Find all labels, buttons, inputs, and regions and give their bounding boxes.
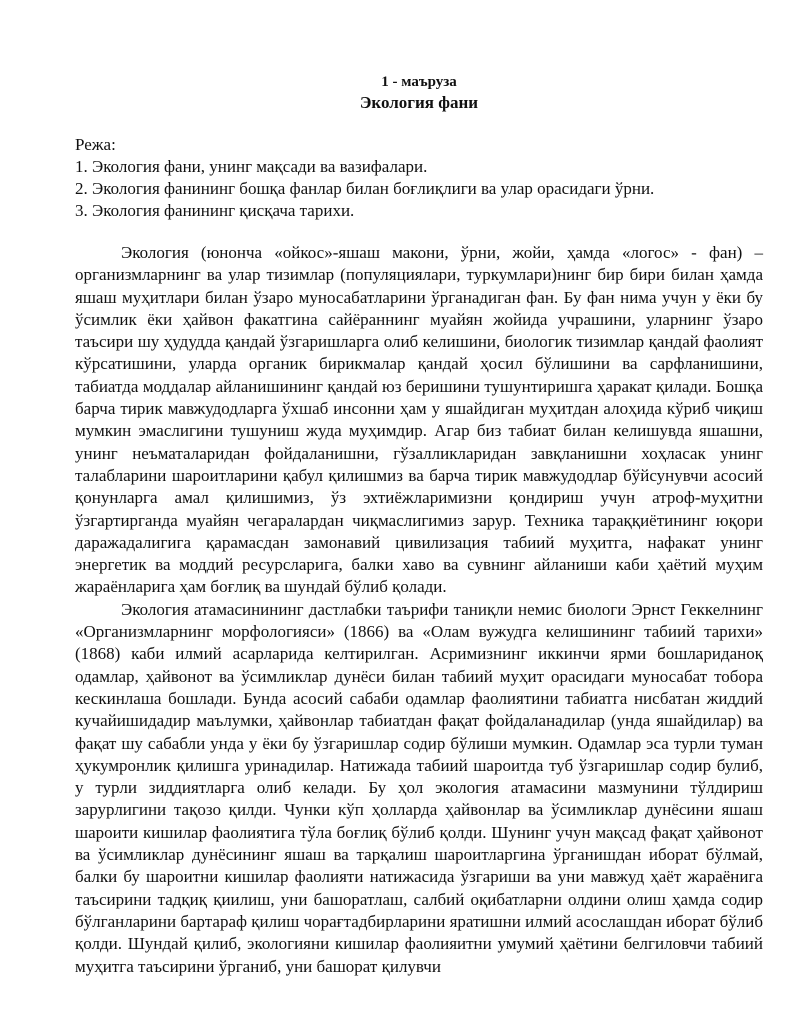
body-paragraph: Экология (юнонча «ойкос»-яшаш макони, ўрни, жойи, ҳамда «логос» - фан) – организмларнинг ва улар тизимлар (популяциялари, туркумлари)нинг бир бири билан ҳамда яшаш муҳитлари билан ўзаро муносабатларини ўрганадиган фан. Бу фан нима учун у ёки бу ўсимлик ёки ҳайвон факатгина сайёраннинг муайян жойида учрашини, уларнинг ўзаро таъсири шу ҳудудда қандай ўзгаришларга олиб келишини, биологик тизимлар қандай фаолият кўрсатишини, уларда органик бирикмалар қандай ҳосил бўлишини ва сарфланишини, табиатда моддалар айланишининг қандай юз беришини тушунтиришга ҳаракат қилади. Бошқа барча тирик мавжудодларга ўхшаб инсонни ҳам у яшайдиган муҳитдан алоҳида кўриб чиқиш мумкин эмаслигини тушуниш жуда муҳимдир. Агар биз табиат билан келишувда яшашни, унинг неъматаларидан фойдаланишни, гўзалликларидан завқланишни хоҳласак унинг талабларини шароитларини қабул қилишмиз ва барча тирик мавжудодлар бўйсунувчи асосий қонунларга амал қилишимиз, ўз эхтиёжларимизни қондириш учун атроф-муҳитни ўзгартирганда муайян чегаралардан чиқмаслигимиз зарур. Техника тараққиётининг юқори даражадалигига қарамасдан замонавий цивилизация табиий муҳитга, нафакат унинг энергетик ва моддий ресурсларига, балки хаво ва сувнинг айланиши каби ҳаётий муҳим жараёнларига ҳам боғлиқ ва шундай бўлиб қолади. (75, 243, 763, 597)
plan-item: 3. Экология фанининг қисқача тарихи. (75, 201, 355, 220)
plan-heading: Режа: (75, 135, 116, 154)
plan-item: 1. Экология фани, унинг мақсади ва вазифалари. (75, 157, 428, 176)
plan-section (75, 134, 763, 222)
document-title: Экология фани (359, 93, 479, 112)
plan-item: 2. Экология фанининг бошқа фанлар билан боғлиқлиги ва улар орасидаги ўрни. (75, 179, 655, 198)
lecture-number: 1 - маъруза (381, 74, 457, 90)
body-paragraph: Экология атамасинининг дастлабки таърифи таниқли немис биологи Эрнст Геккелнинг «Организмларнинг морфологияси» (1866) ва «Олам вужудга келишининг табиий тарихи» (1868) каби илмий асарларида келтирилган. Асримизнинг иккинчи ярми бошлариданоқ одамлар, ҳайвонот ва ўсимликлар дунёси билан табиий муҳит орасидаги муносабат тобора кескинлаша бошлади. Бунда асосий сабаби одамлар фаолиятини табиатга нисбатан жиддий кучайишидадир маълумки, ҳайвонлар табиатдан фақат фойдаланадилар (унда яшайдилар) ва фақат шу сабабли унда у ёки бу ўзгаришлар содир бўлиши мумкин. Одамлар эса турли туман ҳукумронлик қилишга уринадилар. Натижада табиий шароитда туб ўзгаришлар содир булиб, у турли зиддиятларга олиб келади. Бу ҳол экология атамасини мазмунини тўлдириш зарурлигини тақозо қилди. Чунки кўп ҳолларда ҳайвонлар ва ўсимликлар дунёсини яшаш шароити кишилар фаолиятига тўла боғлиқ бўлиб қолди. Шунинг учун мақсад фақат ҳайвонот ва ўсимликлар дунёсининг яшаш ва тарқалиш шароитларгина ўрганишдан иборат бўлмай, балки бу шароитни кишилар фаолияти натижасида ўзгариши ва уни мавжуд ҳаёт жараёнига таъсирини тадқиқ қиилиш, уни башоратлаш, салбий оқибатларни олдини олиш ҳамда содир бўлганларини бартараф қилиш чорағтадбирларини яратишни илмий асослашдан иборат бўлиб қолди. Шундай қилиб, экологияни кишилар фаолияитни умумий ҳаётини белгиловчи табиий муҳитга таъсирини ўрганиб, уни башорат қилувчи (75, 599, 763, 976)
